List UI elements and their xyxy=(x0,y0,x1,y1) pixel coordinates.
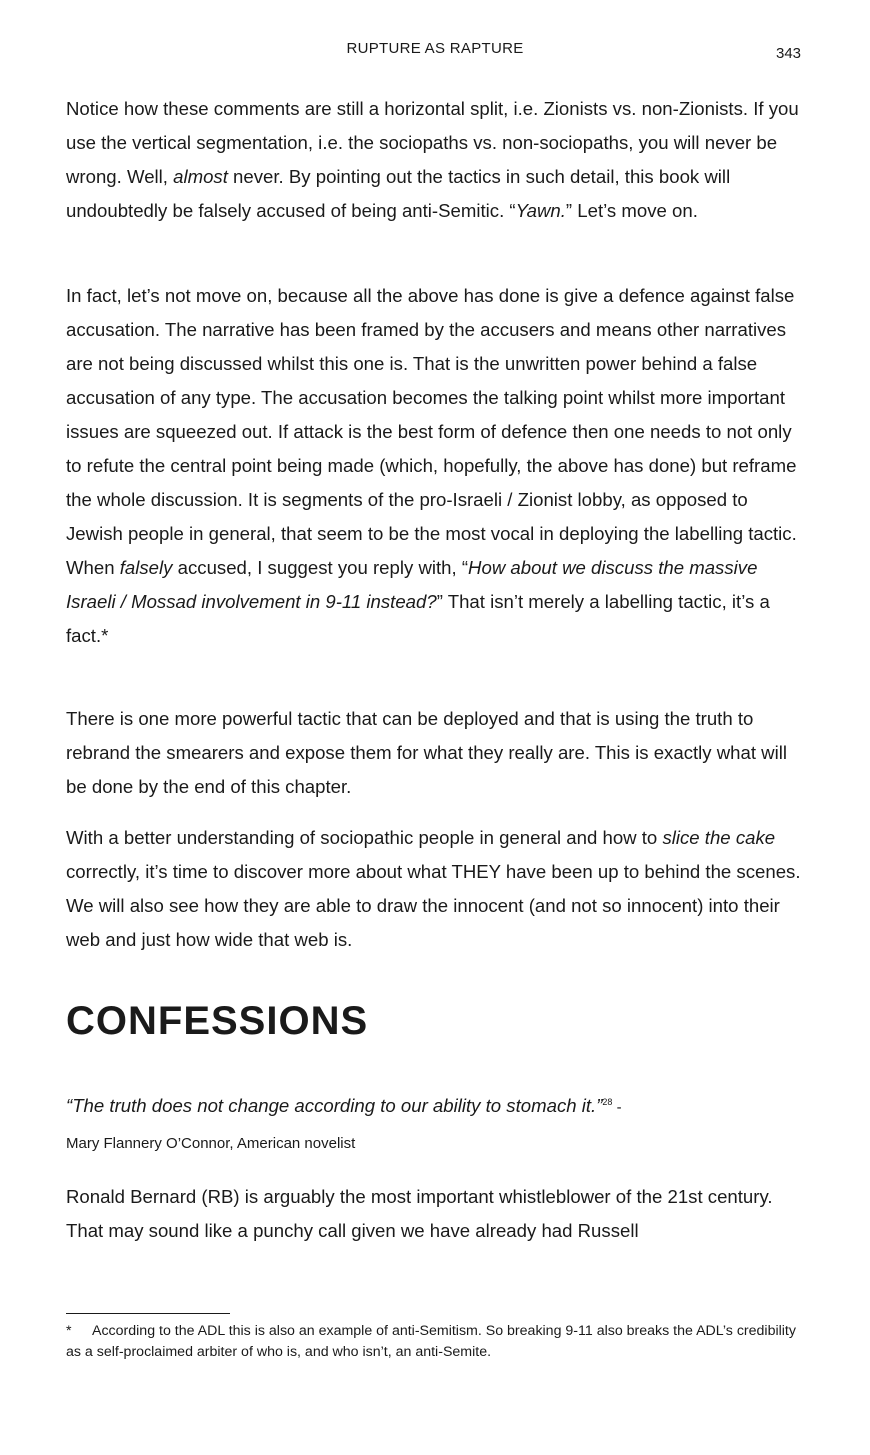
running-title: RUPTURE AS RAPTURE xyxy=(346,40,524,57)
footnote xyxy=(66,1321,806,1363)
text-run: With a better understanding of sociopathic people in general and how to xyxy=(66,827,663,848)
emphasis-slice-the-cake: slice the cake xyxy=(662,827,776,848)
page-number: 343 xyxy=(776,45,802,62)
text-run: ” That isn’t merely a labelling tactic, it’s a fact.* xyxy=(66,591,770,646)
paragraph-rebrand-tactic: There is one more powerful tactic that can be deployed and that is using the truth to rebrand the smearers and expose them for what they really are. This is exactly what will be done by the end of this chapter. xyxy=(66,708,788,797)
epigraph-attribution: - Mary Flannery O’Connor, American novelist xyxy=(66,1099,622,1152)
emphasis-yawn: Yawn. xyxy=(515,200,566,221)
paragraph-false-accusation xyxy=(66,279,806,653)
epigraph xyxy=(66,1085,626,1161)
text-run: never. By pointing out the tactics in such detail, this book will undoubtedly be falsely accused of being anti-Semitic. “ xyxy=(66,166,731,221)
text-run: ” Let’s move on. xyxy=(565,200,698,221)
emphasis-reply-quote: How about we discuss the massive Israeli / Mossad involvement in 9-11 instead? xyxy=(66,557,758,612)
emphasis-almost: almost xyxy=(173,166,228,187)
text-run: In fact, let’s not move on, because all the above has done is give a defence against false accusation. The narrative has been framed by the accusers and means other narratives are not being discussed whilst this one is. That is the unwritten power behind a false accusation of any type. The accusation becomes the talking point whilst more important issues are squeezed out. If attack is the best form of defence then one needs to not only to refute the central point being made (which, hopefully, the above has done) but reframe the whole discussion. It is segments of the pro-Israeli / Zionist lobby, as opposed to Jewish people in general, that seem to be the most vocal in deploying the labelling tactic. When xyxy=(66,285,797,578)
text-run: Notice how these comments are still a horizontal split, i.e. Zionists vs. non-Zionists. If you use the vertical segmentation, i.e. the sociopaths vs. non-sociopaths, you will never be wrong. Well, xyxy=(66,98,799,187)
footnote-text: According to the ADL this is also an example of anti-Semitism. So breaking 9-11 also breaks the ADL’s credibility as a self-proclaimed arbiter of who is, and who isn’t, an anti-Semite. xyxy=(66,1323,796,1360)
paragraph-slice-the-cake xyxy=(66,821,806,957)
footnote-marker: * xyxy=(66,1323,72,1339)
footnote-reference: 28 xyxy=(602,1097,613,1107)
text-run: correctly, it’s time to discover more about what THEY have been up to behind the scenes. We will also see how they are able to draw the innocent (and not so innocent) into their web and just how wide that web is. xyxy=(66,861,801,950)
footnote-divider xyxy=(66,1313,230,1314)
epigraph-quote: “The truth does not change according to our ability to stomach it.” xyxy=(66,1095,603,1116)
paragraph-ronald-bernard: Ronald Bernard (RB) is arguably the most important whistleblower of the 21st century. That may sound like a punchy call given we have already had Russell xyxy=(66,1186,773,1241)
paragraph-horizontal-split xyxy=(66,92,806,228)
section-heading: CONFESSIONS xyxy=(66,999,369,1043)
emphasis-falsely: falsely xyxy=(119,557,173,578)
text-run: accused, I suggest you reply with, “ xyxy=(172,557,469,578)
